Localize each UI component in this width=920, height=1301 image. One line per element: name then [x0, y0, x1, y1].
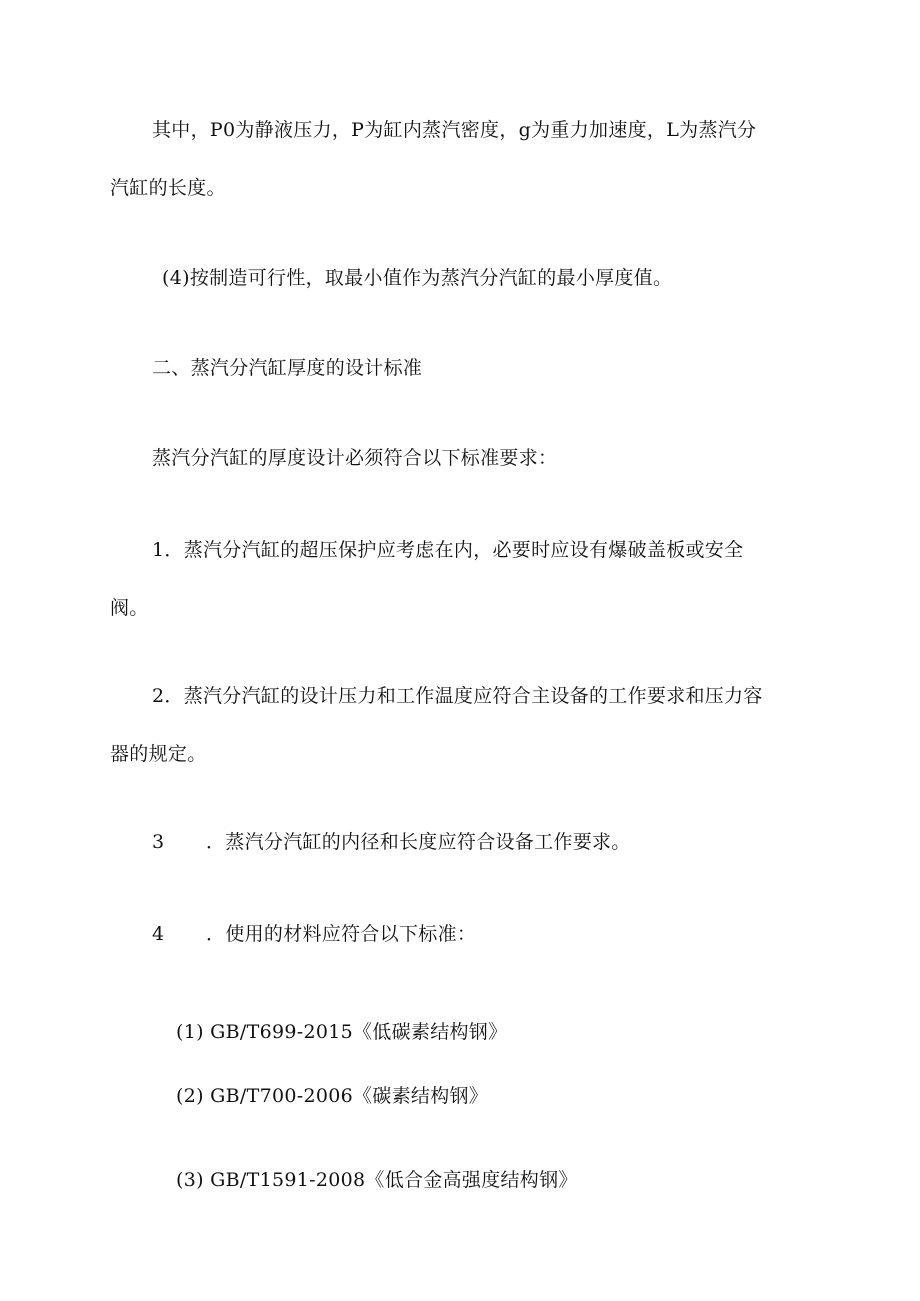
standard-item-1: (1) GB/T699-2015《低碳素结构钢》 — [176, 1021, 508, 1043]
paragraph-variables-line2: 汽缸的长度。 — [110, 177, 226, 199]
standard-item-2: (2) GB/T700-2006《碳素结构钢》 — [176, 1085, 489, 1107]
list-item-4-number: 4 — [152, 923, 165, 945]
list-item-2-line2: 器的规定。 — [110, 743, 207, 765]
paragraph-variables-line1: 其中，P0为静液压力，P为缸内蒸汽密度，g为重力加速度，L为蒸汽分 — [152, 119, 757, 141]
list-item-2-line1: 2．蒸汽分汽缸的设计压力和工作温度应符合主设备的工作要求和压力容 — [152, 685, 763, 707]
standard-item-3: (3) GB/T1591-2008《低合金高强度结构钢》 — [176, 1169, 578, 1191]
list-item-3-text: ．蒸汽分汽缸的内径和长度应符合设备工作要求。 — [206, 831, 631, 853]
list-item-1-line1: 1．蒸汽分汽缸的超压保护应考虑在内，必要时应设有爆破盖板或安全 — [152, 539, 744, 561]
list-item-3-number: 3 — [152, 831, 165, 853]
paragraph-step-4: (4)按制造可行性，取最小值作为蒸汽分汽缸的最小厚度值。 — [162, 267, 673, 289]
list-item-4-text: ．使用的材料应符合以下标准： — [206, 923, 477, 945]
list-item-1-line2: 阀。 — [110, 597, 149, 619]
section-heading: 二、蒸汽分汽缸厚度的设计标准 — [152, 357, 423, 379]
paragraph-intro: 蒸汽分汽缸的厚度设计必须符合以下标准要求： — [152, 447, 558, 469]
